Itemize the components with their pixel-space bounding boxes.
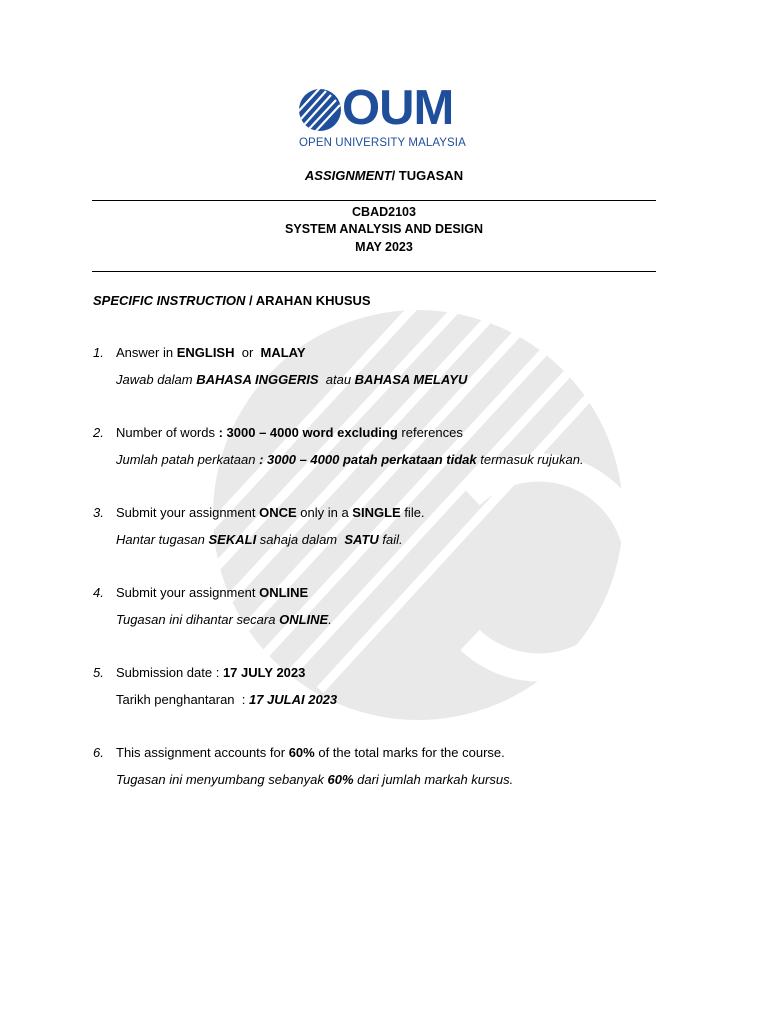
item-text-en: Submit your assignment ONCE only in a SINGLE file. [116, 505, 425, 520]
item-text-en: Submit your assignment ONLINE [116, 585, 309, 600]
semester: MAY 2023 [355, 240, 413, 254]
title-malay: / TUGASAN [391, 168, 464, 183]
item-number: 6. [93, 745, 104, 760]
item-number: 1. [93, 345, 104, 360]
oum-emblem-icon [298, 88, 342, 132]
item-text-en: Number of words : 3000 – 4000 word excluding references [116, 425, 463, 440]
item-text-ms: Tugasan ini dihantar secara ONLINE. [116, 612, 332, 627]
item-text-ms: Jumlah patah perkataan : 3000 – 4000 patah perkataan tidak termasuk rujukan. [116, 452, 584, 467]
item-number: 2. [93, 425, 104, 440]
item-text-ms: Jawab dalam BAHASA INGGERIS atau BAHASA MELAYU [116, 372, 468, 387]
item-number: 4. [93, 585, 104, 600]
instructions-heading [93, 293, 371, 308]
logo-wordmark: OUM [342, 81, 454, 135]
item-number: 5. [93, 665, 104, 680]
item-text-en: Submission date : 17 JULY 2023 [116, 665, 306, 680]
course-name: SYSTEM ANALYSIS AND DESIGN [285, 222, 483, 236]
title-english: ASSIGNMENT [304, 168, 392, 183]
item-text-ms: Tugasan ini menyumbang sebanyak 60% dari jumlah markah kursus. [116, 772, 514, 787]
divider-bottom [92, 271, 656, 272]
item-number: 3. [93, 505, 104, 520]
instructions-heading-en: SPECIFIC INSTRUCTION [93, 293, 246, 308]
oum-logo [298, 81, 474, 152]
item-text-en: This assignment accounts for 60% of the total marks for the course. [116, 745, 505, 760]
logo-subtitle: OPEN UNIVERSITY MALAYSIA [299, 137, 466, 149]
item-text-en: Answer in ENGLISH or MALAY [116, 345, 306, 360]
item-text-ms: Hantar tugasan SEKALI sahaja dalam SATU fail. [116, 532, 403, 547]
course-code: CBAD2103 [352, 205, 416, 219]
instructions-heading-ms: ARAHAN KHUSUS [255, 293, 371, 308]
divider-top [92, 200, 656, 201]
instructions-heading-sep: / [245, 293, 256, 308]
item-text-ms: Tarikh penghantaran : 17 JULAI 2023 [116, 692, 338, 707]
document-title [0, 168, 768, 183]
